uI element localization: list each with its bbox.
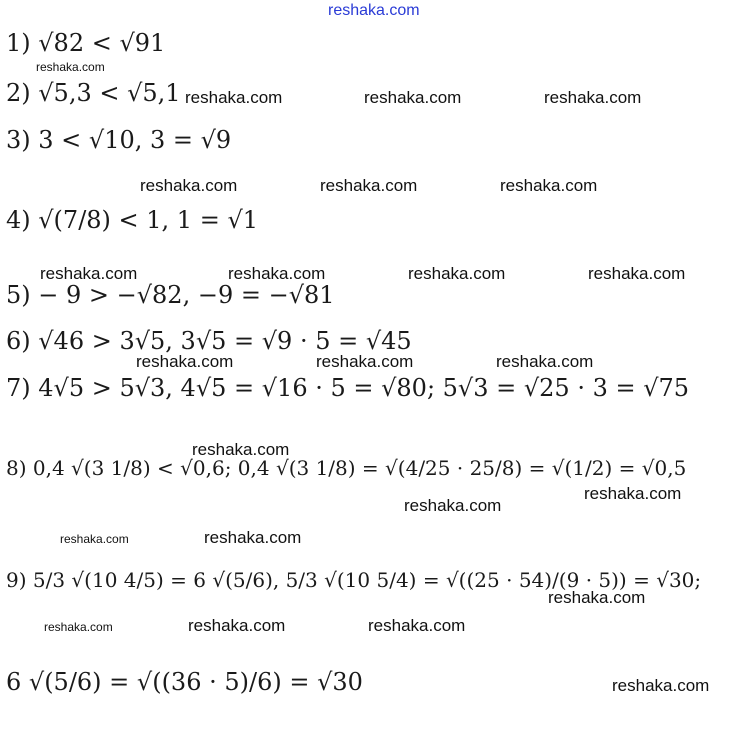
watermark[interactable]: reshaka.com <box>548 588 646 607</box>
watermark[interactable]: reshaka.com <box>584 484 682 503</box>
example-6: 6) √46 > 3√5, 3√5 = √9 · 5 = √45 <box>6 327 412 355</box>
example-2: 2) √5,3 < √5,1 <box>6 79 181 107</box>
watermark[interactable]: reshaka.com <box>500 176 598 195</box>
watermark[interactable]: reshaka.com <box>188 616 286 635</box>
watermark[interactable]: reshaka.com <box>408 264 506 283</box>
watermark[interactable]: reshaka.com <box>40 264 138 283</box>
watermark[interactable]: reshaka.com <box>320 176 418 195</box>
watermark[interactable]: reshaka.com <box>185 88 283 107</box>
watermark[interactable]: reshaka.com <box>204 528 302 547</box>
example-4: 4) √(7/8) < 1, 1 = √1 <box>6 206 258 234</box>
example-1: 1) √82 < √91 <box>6 29 166 57</box>
watermark[interactable]: reshaka.com <box>140 176 238 195</box>
example-5: 5) − 9 > −√82, −9 = −√81 <box>6 281 335 309</box>
example-9-continued: 6 √(5/6) = √((36 · 5)/6) = √30 <box>6 668 363 696</box>
watermark[interactable]: reshaka.com <box>192 440 290 459</box>
watermark[interactable]: reshaka.com <box>316 352 414 371</box>
watermark[interactable]: reshaka.com <box>404 496 502 515</box>
watermark[interactable]: reshaka.com <box>364 88 462 107</box>
watermark[interactable]: reshaka.com <box>44 620 113 634</box>
watermark[interactable]: reshaka.com <box>368 616 466 635</box>
watermark[interactable]: reshaka.com <box>228 264 326 283</box>
watermark[interactable]: reshaka.com <box>60 532 129 546</box>
watermark[interactable]: reshaka.com <box>544 88 642 107</box>
watermark[interactable]: reshaka.com <box>612 676 710 695</box>
example-7: 7) 4√5 > 5√3, 4√5 = √16 · 5 = √80; 5√3 = √25 · 3 = √75 <box>6 374 690 402</box>
example-3: 3) 3 < √10, 3 = √9 <box>6 126 232 154</box>
watermark[interactable]: reshaka.com <box>496 352 594 371</box>
watermark-top[interactable]: reshaka.com <box>328 2 420 19</box>
example-8: 8) 0,4 √(3 1/8) < √0,6; 0,4 √(3 1/8) = √(4/25 · 25/8) = √(1/2) = √0,5 <box>6 456 687 480</box>
example-9: 9) 5/3 √(10 4/5) = 6 √(5/6), 5/3 √(10 5/4) = √((25 · 54)/(9 · 5)) = √30; <box>6 568 702 592</box>
watermark[interactable]: reshaka.com <box>588 264 686 283</box>
watermark[interactable]: reshaka.com <box>136 352 234 371</box>
watermark[interactable]: reshaka.com <box>36 60 105 74</box>
